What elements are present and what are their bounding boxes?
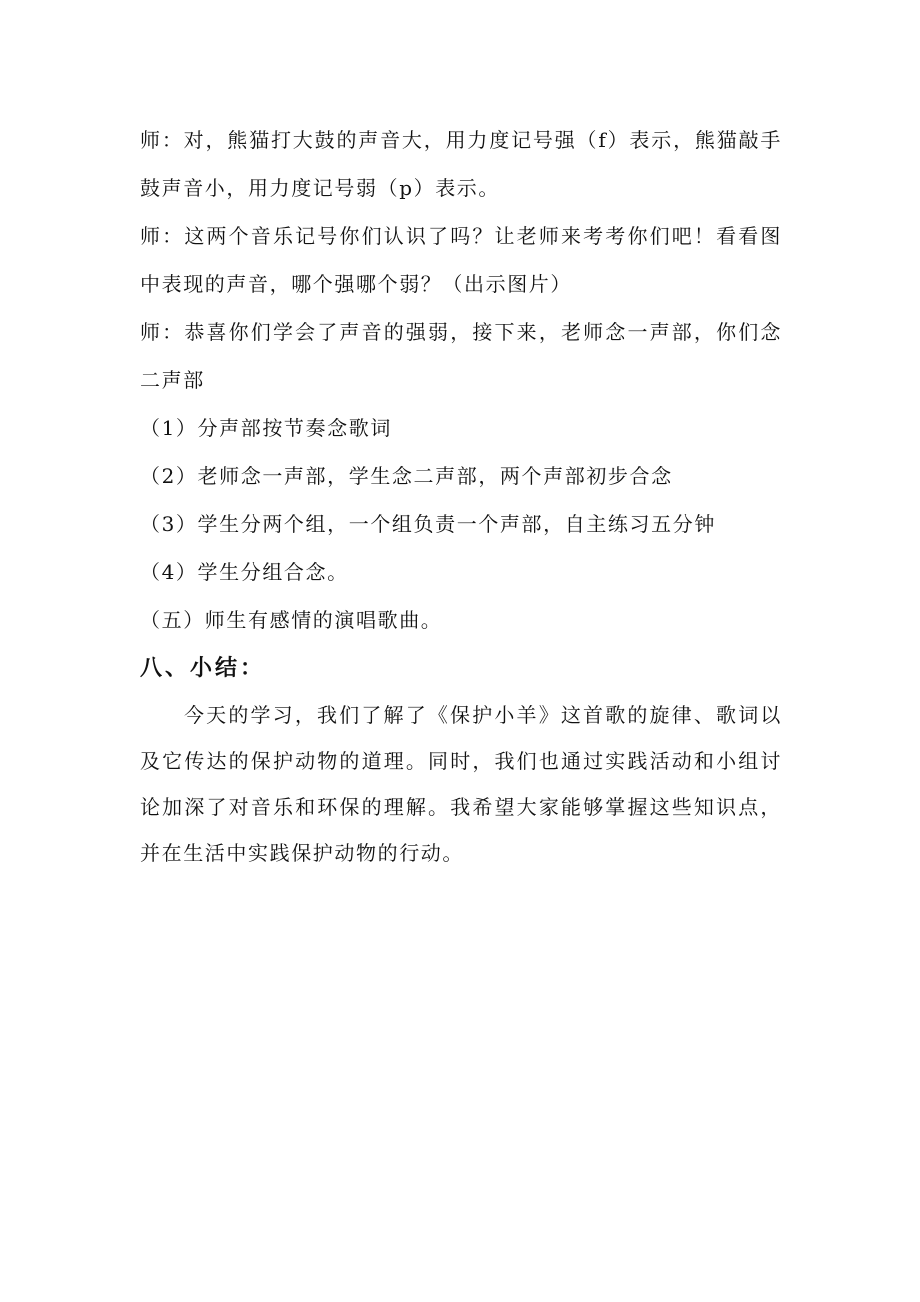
step-2: （2）老师念一声部，学生念二声部，两个声部初步合念 [140,464,673,488]
paragraph-quiz: 师：这两个音乐记号你们认识了吗？让老师来考考你们吧！看看图中表现的声音，哪个强哪个弱？（出示图片） [140,224,782,296]
step-5: （五）师生有感情的演唱歌曲。 [140,608,443,632]
paragraph-dynamics: 师：对，熊猫打大鼓的声音大，用力度记号强（f）表示，熊猫敲手鼓声音小，用力度记号弱（p）表示。 [140,128,782,200]
summary-paragraph: 今天的学习，我们了解了《保护小羊》这首歌的旋律、歌词以及它传达的保护动物的道理。同时，我们也通过实践活动和小组讨论加深了对音乐和环保的理解。我希望大家能够掌握这些知识点，并在生活中实践保护动物的行动。 [140,703,782,865]
summary-heading: 八、小结： [140,656,266,681]
step-4: （4）学生分组合念。 [140,560,349,584]
step-1: （1）分声部按节奏念歌词 [140,416,392,440]
step-3: （3）学生分两个组，一个组负责一个声部，自主练习五分钟 [140,512,716,536]
paragraph-parts: 师：恭喜你们学会了声音的强弱，接下来，老师念一声部，你们念二声部 [140,320,782,392]
document-body [140,116,782,876]
